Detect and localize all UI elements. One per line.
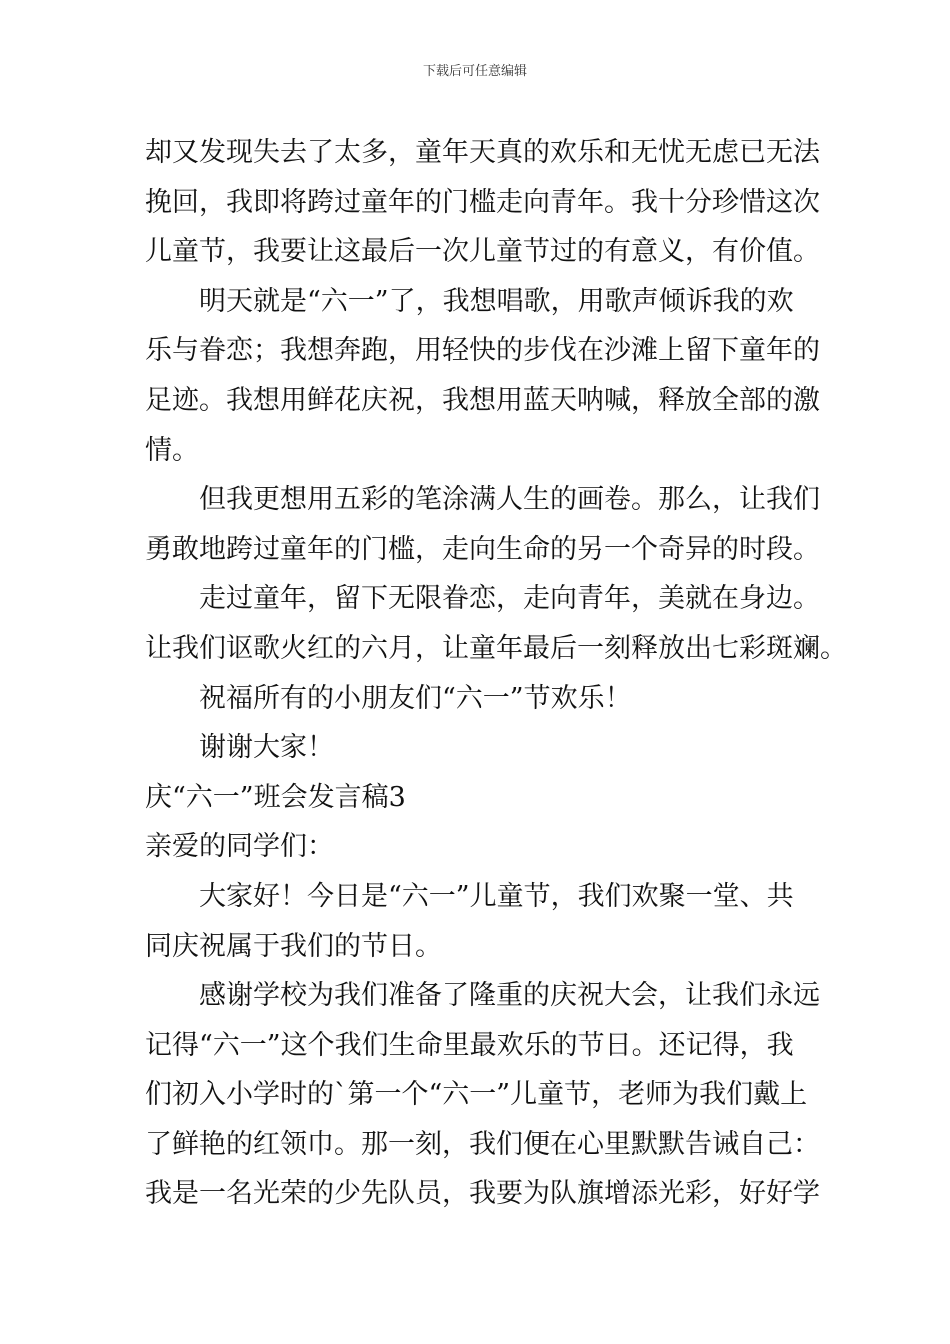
text-line: 同庆祝属于我们的节日。 <box>145 930 442 962</box>
paragraph-first-line: 走过童年，留下无限眷恋，走向青年，美就在身边。 <box>199 583 820 615</box>
text-line: 情。 <box>145 434 199 466</box>
page-header-note: 下载后可任意编辑 <box>422 64 527 79</box>
text-line: 勇敢地跨过童年的门槛，走向生命的另一个奇异的时段。 <box>145 533 820 565</box>
salutation: 亲爱的同学们： <box>145 831 334 863</box>
text-line: 挽回，我即将跨过童年的门槛走向青年。我十分珍惜这次 <box>145 186 820 218</box>
paragraph-first-line: 但我更想用五彩的笔涂满人生的画卷。那么，让我们 <box>199 484 820 516</box>
text-line: 了鲜艳的红领巾。那一刻，我们便在心里默默告诫自己： <box>145 1128 820 1160</box>
paragraph-first-line: 祝福所有的小朋友们“六一”节欢乐！ <box>199 682 632 714</box>
text-line: 们初入小学时的`第一个“六一”儿童节，老师为我们戴上 <box>145 1079 808 1111</box>
document-body <box>145 128 847 1219</box>
text-line: 儿童节，我要让这最后一次儿童节过的有意义，有价值。 <box>145 236 820 268</box>
text-line: 让我们讴歌火红的六月，让童年最后一刻释放出七彩斑斓。 <box>145 632 847 664</box>
text-line: 我是一名光荣的少先队员，我要为队旗增添光彩，好好学 <box>145 1178 820 1210</box>
text-line: 却又发现失去了太多，童年天真的欢乐和无忧无虑已无法 <box>145 137 820 168</box>
paragraph-first-line: 明天就是“六一”了，我想唱歌，用歌声倾诉我的欢 <box>199 285 794 317</box>
paragraph-first-line: 感谢学校为我们准备了隆重的庆祝大会，让我们永远 <box>199 980 820 1012</box>
paragraph-first-line: 谢谢大家！ <box>199 732 334 764</box>
text-line: 记得“六一”这个我们生命里最欢乐的节日。还记得，我 <box>145 1029 794 1061</box>
text-line: 乐与眷恋；我想奔跑，用轻快的步伐在沙滩上留下童年的 <box>145 335 820 367</box>
section-heading: 庆“六一”班会发言稿3 <box>145 781 406 813</box>
paragraph-first-line: 大家好！今日是“六一”儿童节，我们欢聚一堂、共 <box>199 880 794 912</box>
text-line: 足迹。我想用鲜花庆祝，我想用蓝天呐喊，释放全部的激 <box>145 384 820 416</box>
